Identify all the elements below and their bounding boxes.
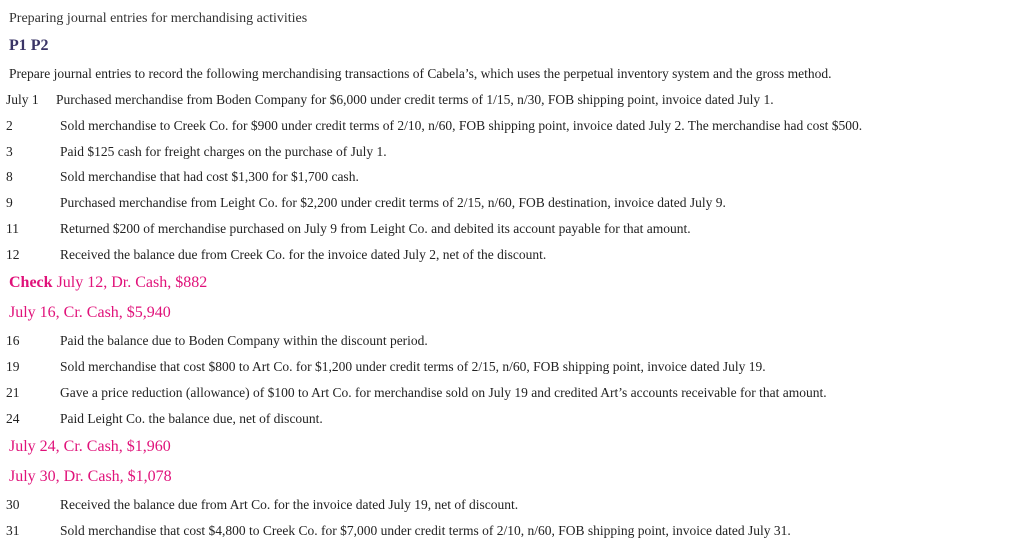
transaction-text: Paid $125 cash for freight charges on the purchase of July 1.: [60, 144, 387, 159]
check-value: July 24, Cr. Cash, $1,960: [9, 438, 171, 455]
transaction-text: Received the balance due from Creek Co. for the invoice dated July 2, net of the discount.: [60, 247, 547, 262]
transaction-row: [0, 116, 1016, 136]
transaction-row: [0, 193, 1016, 213]
instructions: Prepare journal entries to record the following merchandising transactions of Cabela’s, which uses the perpetual inventory system and the gross method.: [9, 66, 832, 81]
transaction-date: 31: [6, 523, 20, 538]
transaction-text: Sold merchandise that cost $800 to Art Co. for $1,200 under credit terms of 2/15, n/60, FOB shipping point, invoice dated July 19.: [60, 359, 766, 374]
check-figure: [9, 303, 171, 323]
transaction-text: Purchased merchandise from Boden Company for $6,000 under credit terms of 1/15, n/30, FOB shipping point, invoice dated July 1.: [56, 92, 774, 107]
transaction-date: 12: [6, 247, 20, 262]
check-figure: [9, 273, 207, 293]
transaction-row: [0, 495, 1016, 515]
transaction-row: [0, 383, 1016, 403]
check-label: Check: [9, 274, 53, 291]
transaction-text: Returned $200 of merchandise purchased on July 9 from Leight Co. and debited its account payable for that amount.: [60, 221, 691, 236]
transaction-text: Paid the balance due to Boden Company within the discount period.: [60, 333, 428, 348]
transaction-row: [0, 167, 1016, 187]
exercise-title: Preparing journal entries for merchandising activities: [9, 11, 308, 26]
transaction-text: Received the balance due from Art Co. for the invoice dated July 19, net of discount.: [60, 497, 519, 512]
transaction-text: Purchased merchandise from Leight Co. for $2,200 under credit terms of 2/15, n/60, FOB destination, invoice dated July 9.: [60, 195, 726, 210]
transaction-date: July 1: [6, 92, 39, 107]
transaction-date: 30: [6, 497, 20, 512]
transaction-text: Paid Leight Co. the balance due, net of discount.: [60, 411, 323, 426]
transaction-date: 9: [6, 195, 13, 210]
transaction-row: [0, 142, 1016, 162]
learning-objectives: P1 P2: [9, 37, 49, 54]
transaction-row: [0, 90, 1016, 110]
check-value: July 16, Cr. Cash, $5,940: [9, 304, 171, 321]
transaction-row: [0, 219, 1016, 239]
transaction-row: [0, 521, 1016, 541]
check-value: July 12, Dr. Cash, $882: [56, 274, 208, 291]
transaction-date: 16: [6, 333, 20, 348]
transaction-row: [0, 331, 1016, 351]
transaction-text: Sold merchandise that cost $4,800 to Creek Co. for $7,000 under credit terms of 2/10, n/60, FOB shipping point, invoice dated July 31.: [60, 523, 791, 538]
transaction-row: [0, 245, 1016, 265]
transaction-date: 21: [6, 385, 20, 400]
transaction-date: 19: [6, 359, 20, 374]
transaction-text: Sold merchandise that had cost $1,300 for $1,700 cash.: [60, 169, 359, 184]
transaction-date: 24: [6, 411, 20, 426]
transaction-text: Gave a price reduction (allowance) of $100 to Art Co. for merchandise sold on July 19 and credited Art’s accounts receivable for that amount.: [60, 385, 827, 400]
transaction-row: [0, 409, 1016, 429]
check-figure: [9, 437, 171, 457]
check-figure: [9, 467, 172, 487]
transaction-date: 8: [6, 169, 13, 184]
transaction-text: Sold merchandise to Creek Co. for $900 under credit terms of 2/10, n/60, FOB shipping point, invoice dated July 2. The merchandise had cost $500.: [60, 118, 863, 133]
check-value: July 30, Dr. Cash, $1,078: [9, 468, 172, 485]
transaction-date: 11: [6, 221, 19, 236]
transaction-date: 3: [6, 144, 13, 159]
transaction-date: 2: [6, 118, 13, 133]
transaction-row: [0, 357, 1016, 377]
